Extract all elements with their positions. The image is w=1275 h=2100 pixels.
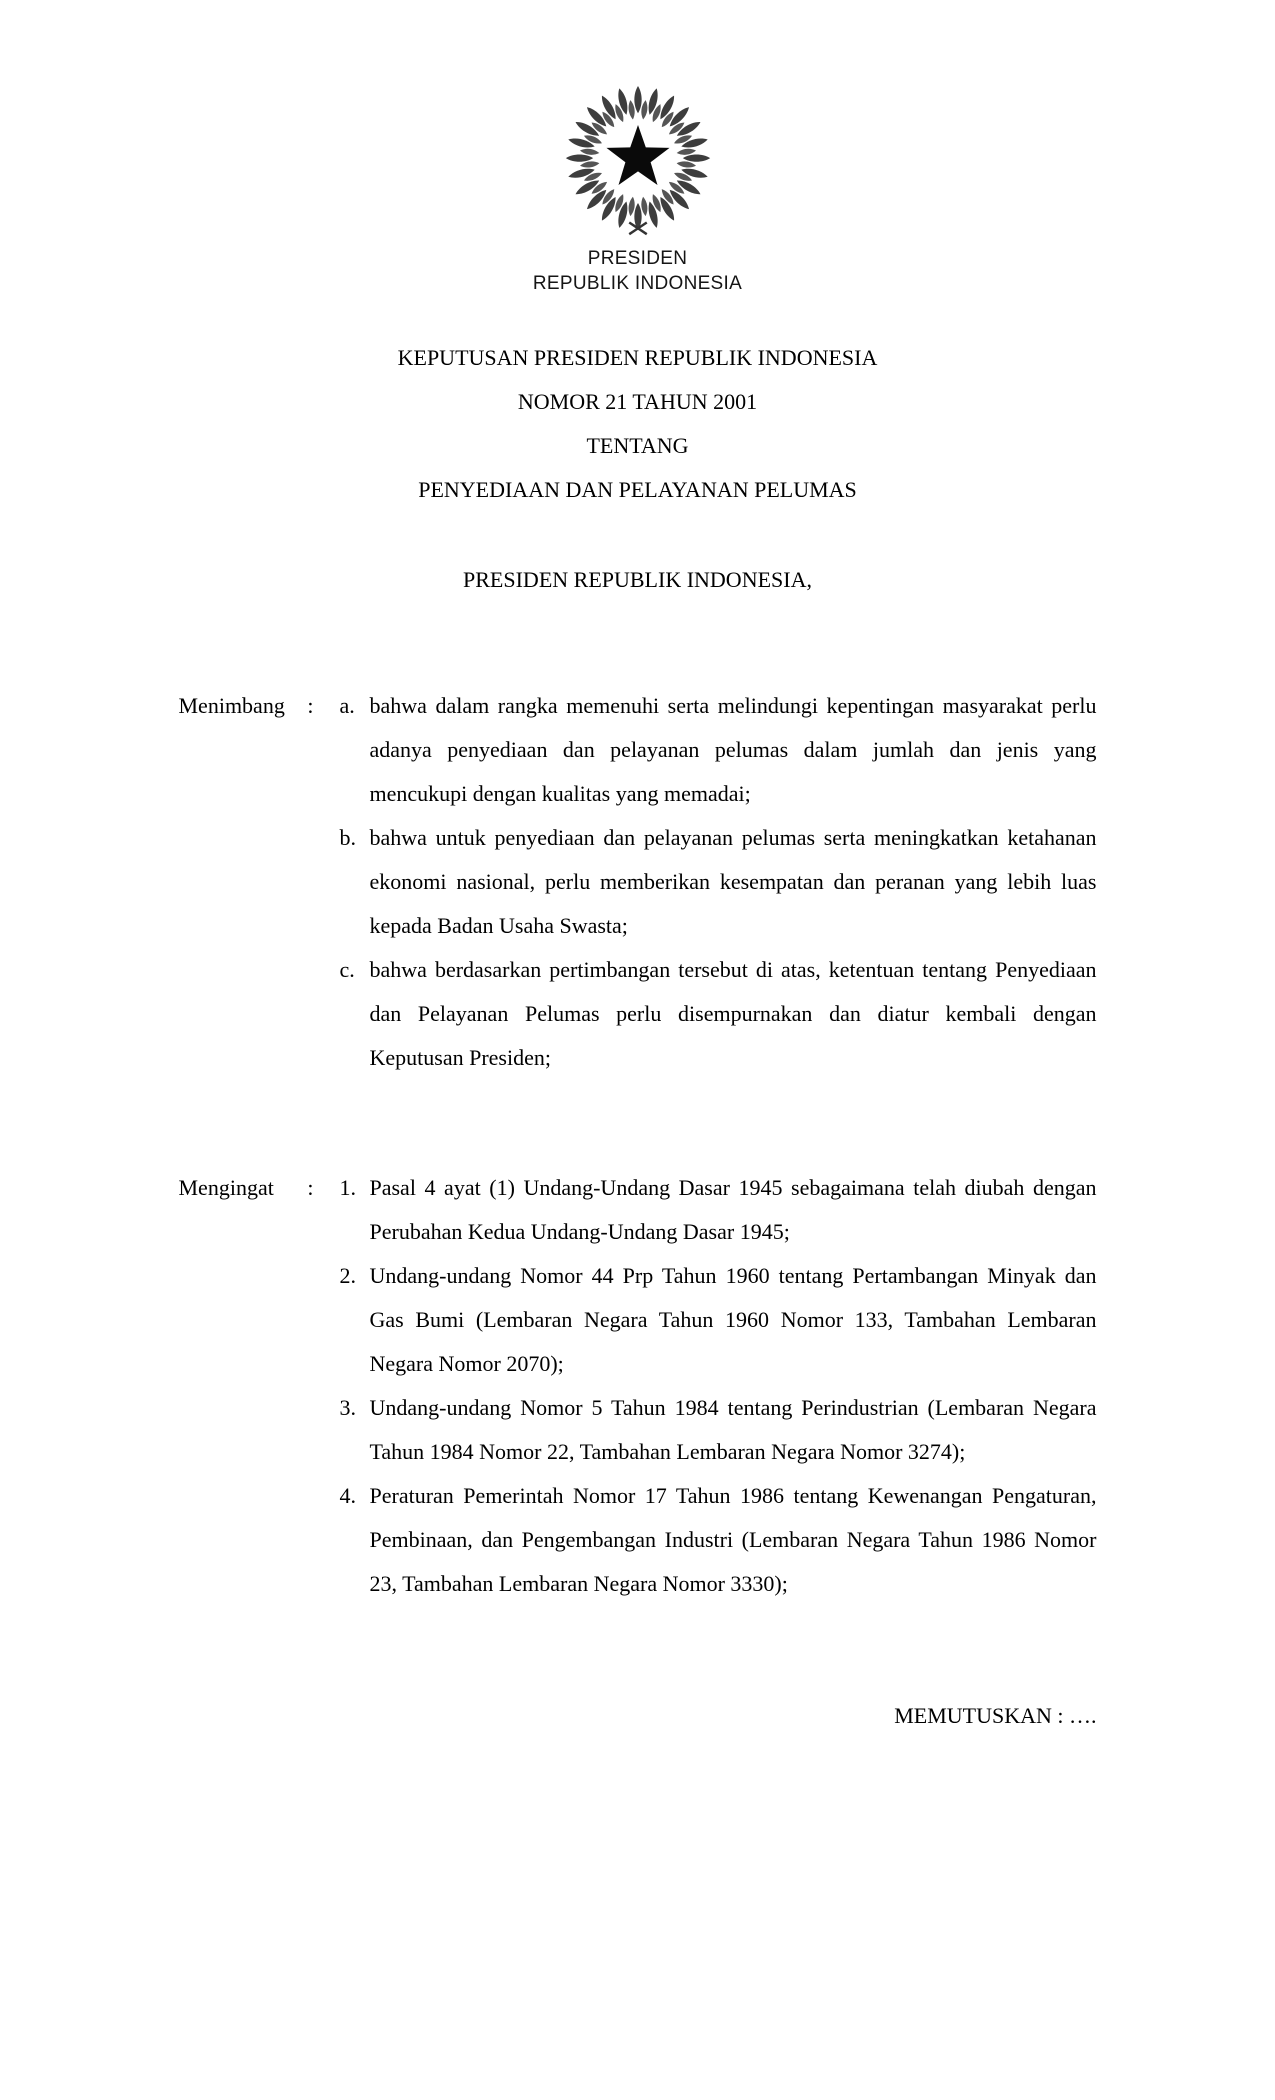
section-mengingat <box>179 1166 1097 1606</box>
salutation-line: PRESIDEN REPUBLIK INDONESIA, <box>463 567 812 592</box>
letterhead-title: PRESIDEN <box>587 248 688 269</box>
list-item-marker: a. <box>339 693 355 718</box>
list-item <box>340 1254 1097 1386</box>
letterhead-subtitle: REPUBLIK INDONESIA <box>532 273 743 294</box>
list-item <box>340 1386 1097 1474</box>
decision-line: MEMUTUSKAN : …. <box>894 1703 1097 1728</box>
list-item-marker: 4. <box>339 1483 356 1508</box>
decree-title-block <box>179 336 1097 512</box>
section-label-text: Mengingat <box>178 1175 274 1200</box>
section-items <box>340 1166 1097 1606</box>
list-item <box>340 1474 1097 1606</box>
decree-title-line1: KEPUTUSAN PRESIDEN REPUBLIK INDONESIA <box>397 345 878 370</box>
list-item <box>340 1166 1097 1254</box>
section-label <box>179 1166 340 1606</box>
emblem-container <box>179 80 1097 246</box>
document-content <box>179 80 1097 1738</box>
section-label-text: Menimbang <box>178 693 285 718</box>
list-item-marker: 3. <box>339 1395 356 1420</box>
star-wreath-emblem-icon <box>560 80 716 246</box>
section-label <box>179 684 340 1080</box>
list-item-marker: c. <box>339 957 355 982</box>
decree-title-line4: PENYEDIAAN DAN PELAYANAN PELUMAS <box>418 477 857 502</box>
section-items <box>340 684 1097 1080</box>
list-item-marker: 1. <box>339 1175 356 1200</box>
decree-title-line2: NOMOR 21 TAHUN 2001 <box>517 389 758 414</box>
list-item-text: Undang-undang Nomor 44 Prp Tahun 1960 tentang Pertambangan Minyak dan Gas Bumi (Lembaran Negara Tahun 1960 Nomor 133, Tambahan Lembaran Negara Nomor 2070); <box>369 1263 1097 1376</box>
section-menimbang <box>179 684 1097 1080</box>
list-item-text: bahwa berdasarkan pertimbangan tersebut di atas, ketentuan tentang Penyediaan dan Pelayanan Pelumas perlu disempurnakan dan diatur kembali dengan Keputusan Presiden; <box>369 957 1097 1070</box>
list-item-text: Peraturan Pemerintah Nomor 17 Tahun 1986 tentang Kewenangan Pengaturan, Pembinaan, dan Pengembangan Industri (Lembaran Negara Tahun 1986 Nomor 23, Tambahan Lembaran Negara Nomor 3330); <box>369 1483 1097 1596</box>
list-item <box>340 948 1097 1080</box>
list-item-text: Pasal 4 ayat (1) Undang-Undang Dasar 1945 sebagaimana telah diubah dengan Perubahan Kedua Undang-Undang Dasar 1945; <box>369 1175 1097 1244</box>
list-item <box>340 816 1097 948</box>
decree-title-line3: TENTANG <box>586 433 689 458</box>
letterhead <box>179 80 1097 296</box>
list-item-text: bahwa untuk penyediaan dan pelayanan pelumas serta meningkatkan ketahanan ekonomi nasional, perlu memberikan kesempatan dan peranan yang lebih luas kepada Badan Usaha Swasta; <box>369 825 1097 938</box>
section-label-colon: : <box>307 1175 314 1200</box>
list-item-text: bahwa dalam rangka memenuhi serta melindungi kepentingan masyarakat perlu adanya penyediaan dan pelayanan pelumas dalam jumlah dan jenis yang mencukupi dengan kualitas yang memadai; <box>369 693 1097 806</box>
list-item-text: Undang-undang Nomor 5 Tahun 1984 tentang Perindustrian (Lembaran Negara Tahun 1984 Nomor 22, Tambahan Lembaran Negara Nomor 3274); <box>369 1395 1097 1464</box>
section-label-colon: : <box>307 693 314 718</box>
list-item-marker: b. <box>339 825 356 850</box>
list-item <box>340 684 1097 816</box>
list-item-marker: 2. <box>339 1263 356 1288</box>
